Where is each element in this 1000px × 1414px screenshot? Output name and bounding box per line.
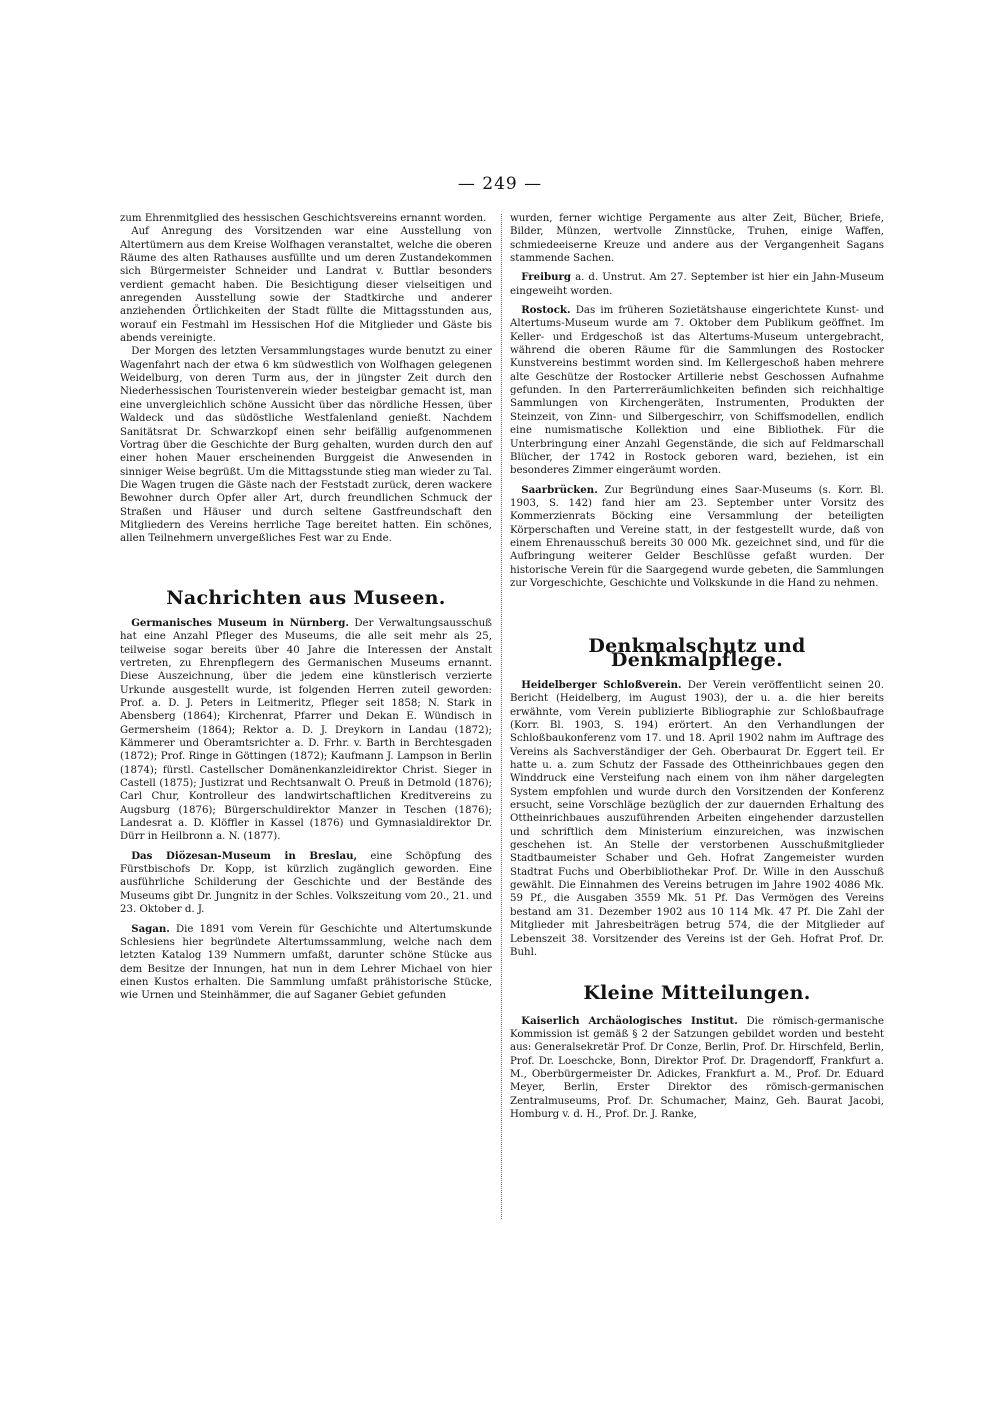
paragraph-ausstellung: Auf Anregung des Vorsitzenden war eine Ausstellung von Altertümern aus dem Kreise Wolfhagen veranstaltet, welche die oberen Räume des alten Rathauses ausfüllte und um deren Zustandekommen sich Bürgermeister Schneider und Landrat v. Buttlar besonders verdient gemacht haben. Die Besichtigung dieser vielseitigen und anregenden Ausstellung sowie der Stadtkirche und anderer anziehenden Örtlichkeiten der Stadt füllte die Mittagsstunden aus, worauf ein Festmahl im Hessischen Hof die Mitglieder und Gäste bis abends vereinigte. [120, 226, 492, 345]
entry-text: Das im früheren Sozietätshause eingerichtete Kunst- und Altertums-Museum wurde am 7. Oktober dem Publikum geöffnet. Im Keller- und Erdgeschoß ist das Altertums-Museum untergebracht, während die oberen Räume für die Sammlungen des Rostocker Kunstvereins bestimmt worden sind. Im Kellergeschoß haben mehrere alte Geschütze der Rostocker Artillerie nebst Geschossen Aufnahme gefunden. In den Parterreräumlichkeiten befinden sich reichhaltige Sammlungen von Kirchengeräten, Instrumenten, Produkten der Steinzeit, von Zinn- und Silbergeschirr, von Schiffsmodellen, endlich eine numismatische Kollektion und eine Bibliothek. Für die Unterbringung einer Anzahl Gegenstände, die sich auf Feldmarschall Blücher, der 1742 in Rostock geboren ward, beziehen, ist ein besonderes Zimmer eingeräumt worden. [510, 305, 884, 477]
entry-text: Der Verwaltungsausschuß hat eine Anzahl Pfleger des Museums, die alle seit mehr als 25, teilweise sogar bereits über 40 Jahre die Interessen der Anstalt vertreten, zu Ehrenpflegern des Germanischen Museums ernannt. Diese Auszeichnung, über die jedem eine künstlerisch verzierte Urkunde ausgestellt wurde, ist folgenden Herren zuteil geworden: Prof. a. D. J. Peters in Leitmeritz, Pfleger seit 1858; N. Stark in Abensberg (1864); Kirchenrat, Pfarrer und Dekan E. Wündisch in Germersheim (1864); Rektor a. D. J. Dreykorn in Landau (1872); Kämmerer und Oberamtsrichter a. D. Frhr. v. Barth in Berchtesgaden (1872); Prof. Ringe in Göttingen (1872); Kaufmann J. Lampson in Berlin (1874); fürstl. Castellscher Domänenkanzleidirektor Christ. Sieger in Castell (1875); Justizrat und Rechtsanwalt O. Preuß in Detmold (1876); Carl Chur, Kontrolleur des landwirtschaftlichen Kreditvereins zu Augsburg (1876); Bürgerschuldirektor Manzer in Teschen (1876); Landesrat a. D. Klöffler in Kassel (1876) und Gymnasialdirektor Dr. Dürr in Heilbronn a. N. (1877). [120, 617, 492, 843]
section-heading-kleine-mitteilungen: Kleine Mitteilungen. [583, 982, 811, 1005]
entry-rostock [510, 304, 884, 477]
left-column [120, 212, 492, 1003]
entry-text: eine Schöpfung des Fürstbischofs Dr. Kopp, ist kürzlich zugänglich geworden. Eine ausführliche Schilderung der Geschichte und der Bestände des Museums gibt Dr. Jungnitz in der Schles. Volkszeitung vom 20., 21. und 23. Oktober d. J. [120, 850, 492, 916]
entry-lead: Heidelberger Schloßverein. [521, 678, 682, 691]
entry-freiburg [510, 271, 884, 298]
entry-lead: Freiburg [521, 271, 572, 284]
entry-germanisches-museum [120, 617, 492, 844]
entry-lead: Rostock. [521, 304, 571, 317]
entry-lead: Sagan. [131, 922, 170, 935]
entry-text: a. d. Unstrut. Am 27. September ist hier ein Jahn-Museum eingeweiht worden. [510, 272, 884, 297]
entry-lead: Saarbrücken. [521, 483, 598, 496]
paragraph-ehrenmitglied: zum Ehrenmitglied des hessischen Geschichtsvereins ernannt worden. [120, 213, 487, 224]
section-heading-denkmalschutz: Denkmalschutz und Denkmalpflege. [588, 635, 806, 671]
entry-lead: Germanisches Museum in Nürnberg. [131, 616, 349, 629]
right-column [510, 212, 884, 1121]
entry-saarbruecken [510, 484, 884, 591]
entry-lead: Das Diözesan-Museum in Breslau, [131, 849, 358, 862]
entry-text: Der Verein veröffentlicht seinen 20. Bericht (Heidelberg, im August 1903), der u. a. die hier bereits erwähnte, vom Verein publizierte Bibliographie zur Schloßbaufrage (Korr. Bl. 1903, S. 194) erörtert. An den Verhandlungen der Schloßbaukonferenz vom 17. und 18. April 1902 nahm im Auftrage des Vereins als Sachverständiger der Geh. Oberbaurat Dr. Eggert teil. Er hatte u. a. zum Schutz der Fassade des Ottheinrichbaues gegen den Winddruck eine Versteifung nach einem von ihm näher dargelegten System empfohlen und wurde durch den Vorsitzenden der Konferenz ersucht, seine Vorschläge bezüglich der zur dauernden Erhaltung des Ottheinrichbaues auszuführenden Arbeiten eingehender darzustellen und schriftlich dem Ministerium einzureichen, was inzwischen geschehen ist. An Stelle der verstorbenen Ausschußmitglieder Stadtbaumeister Schaber und Geh. Hofrat Zangemeister wurden Stadtrat Fuchs und Oberbibliothekar Prof. Dr. Wille in den Ausschuß gewählt. Die Einnahmen des Vereins betrugen im Jahre 1902 4086 Mk. 59 Pf., die Ausgaben 3559 Mk. 51 Pf. Das Vermögen des Vereins bestand am 31. Dezember 1902 aus 10 114 Mk. 47 Pf. Die Zahl der Mitglieder mit Jahresbeiträgen betrug 574, die der Mitglieder auf Lebenszeit 38. Vorsitzender des Vereins ist der Geh. Hofrat Prof. Dr. Buhl. [510, 679, 884, 958]
entry-sagan [120, 923, 492, 1003]
entry-text: Zur Begründung eines Saar-Museums (s. Korr. Bl. 1903, S. 142) fand hier am 23. September unter Vorsitz des Kommerzienrats Böcking eine Versammlung der beteiligten Körperschaften und Vereine statt, in der festgestellt wurde, daß von einem Ehrenausschuß bereits 30 000 Mk. gezeichnet sind, und für die Aufbringung weiterer Gelder Beschlüsse gefaßt wurden. Der historische Verein für die Saargegend wurde gebeten, die Sammlungen zur Vorgeschichte, Geschichte und Volkskunde in die Hand zu nehmen. [510, 484, 884, 589]
entry-text: Die 1891 vom Verein für Geschichte und Altertumskunde Schlesiens hier begründete Altertumssammlung, welche nach dem letzten Katalog 139 Nummern umfaßt, darunter schöne Stücke aus dem Besitze der Innungen, hat nun in dem Lehrer Michael von hier einen Kustos erhalten. Die Sammlung umfaßt prähistorische Stücke, wie Urnen und Steinhämmer, die auf Saganer Gebiet gefunden [120, 923, 493, 1002]
entry-archaeologisches-institut [510, 1015, 884, 1122]
entry-heidelberger-schlossverein [510, 679, 884, 959]
entry-lead: Kaiserlich Archäologisches Institut. [521, 1014, 738, 1027]
paragraph-weidelburg: Der Morgen des letzten Versammlungstages wurde benutzt zu einer Wagenfahrt nach der etwa 6 km südwestlich von Wolfhagen gelegenen Weidelburg, von deren Turm aus, der in jüngster Zeit durch den Niederhessischen Touristenverein wieder besteigbar gemacht ist, man eine unvergleichlich schöne Aussicht über das nördliche Hessen, über Waldeck und das südöstliche Westfalenland genießt. Nachdem Sanitätsrat Dr. Schwarzkopf einen sehr beifällig aufgenommenen Vortrag über die Geschichte der Burg gehalten, wurden durch den auf einer hohen Mauer erscheinenden Burggeist die Anwesenden in sinniger Weise begrüßt. Um die Mittagsstunde stieg man wieder zu Tal. Die Wagen trugen die Gäste nach der Feststadt zurück, deren wackere Bewohner durch Opfer aller Art, durch freundlichen Schmuck der Straßen und Häuser und durch seltene Gastfreundschaft den Mitgliedern des Vereins herrliche Tage bereitet hatten. Ein schönes, allen Teilnehmern unvergeßliches Fest war zu Ende. [120, 346, 492, 545]
section-heading-museen: Nachrichten aus Museen. [166, 586, 446, 609]
entry-dioezesan-museum [120, 850, 492, 917]
paragraph-sagan-continued: wurden, ferner wichtige Pergamente aus alter Zeit, Bücher, Briefe, Bilder, Münzen, wertvolle Zinnstücke, Truhen, einige Waffen, schmiedeeiserne Kreuze und andere aus der Vergangenheit Sagans stammende Sachen. [510, 213, 884, 265]
page-number: — 249 — [457, 174, 543, 194]
entry-text: Die römisch-germanische Kommission ist gemäß § 2 der Satzungen gebildet worden und besteht aus: Generalsekretär Prof. Dr Conze, Berlin, Prof. Dr. Hirschfeld, Berlin, Prof. Dr. Loeschcke, Bonn, Direktor Prof. Dr. Dragendorff, Frankfurt a. M., Oberbürgermeister Dr. Adickes, Frankfurt a. M., Prof. Dr. Eduard Meyer, Berlin, Erster Direktor des römisch-germanischen Zentralmuseums, Prof. Dr. Schumacher, Mainz, Geh. Baurat Jacobi, Homburg v. d. H., Prof. Dr. J. Ranke, [510, 1015, 884, 1120]
column-divider [501, 214, 502, 1219]
